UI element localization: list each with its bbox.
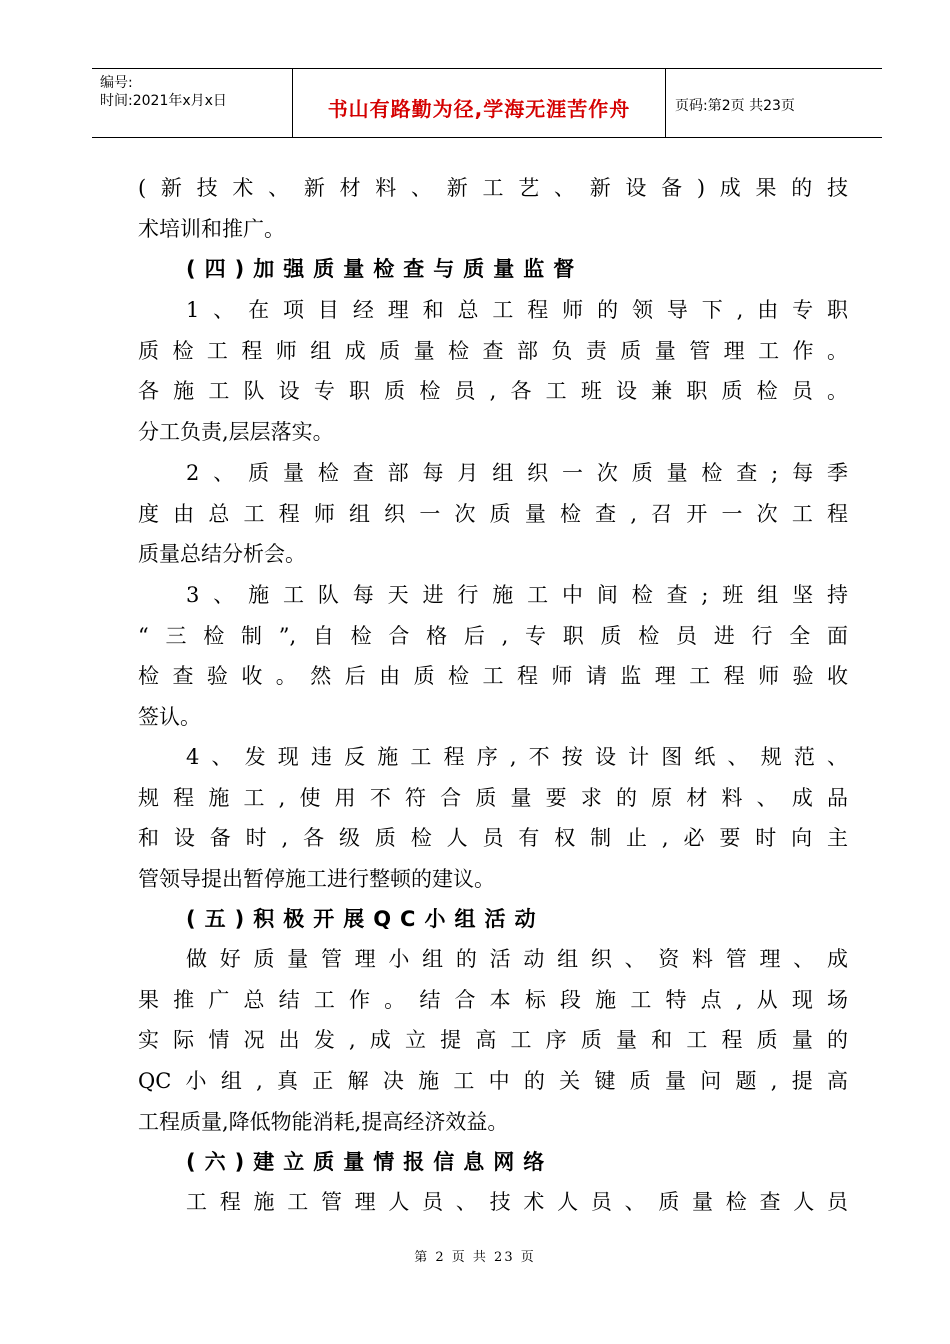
document-number-label: 编号:	[100, 75, 133, 91]
section-4-paragraph-2	[138, 453, 848, 575]
header-page-cell	[665, 69, 882, 137]
text-line: 工程质量,降低物能消耗,提高经济效益。	[138, 1109, 509, 1134]
text-line: 分工负责,层层落实。	[138, 420, 334, 445]
text-line: 术培训和推广。	[138, 216, 285, 241]
header-meta-cell	[92, 69, 292, 137]
text-line: 1、在项目经理和总工程师的领导下,由专职	[186, 298, 848, 322]
header-motto: 书山有路勤为径,学海无涯苦作舟	[327, 97, 631, 121]
text-line: “三检制”,自检合格后,专职质检员进行全面	[138, 623, 848, 648]
text-line: 和设备时,各级质检人员有权制止,必要时向主	[138, 826, 848, 851]
section-5-paragraph-1	[138, 939, 848, 1142]
text-line: 质量总结分析会。	[138, 542, 306, 567]
text-line: 检查验收。然后由质检工程师请监理工程师验收	[138, 664, 848, 689]
header-motto-cell	[292, 69, 666, 137]
text-line: 度由总工程师组织一次质量检查,召开一次工程	[138, 501, 848, 526]
page-header	[92, 68, 882, 138]
text-line: 4、发现违反施工程序,不按设计图纸、规范、	[186, 745, 848, 769]
text-line: 2、质量检查部每月组织一次质量检查;每季	[186, 461, 848, 485]
text-line: 签认。	[138, 705, 201, 730]
document-time-label: 时间:2021年x月x日	[100, 93, 227, 109]
text-line: 管领导提出暂停施工进行整顿的建议。	[138, 867, 495, 892]
text-line: 各施工队设专职质检员,各工班设兼职质检员。	[138, 379, 848, 404]
text-line: 实际情况出发,成立提高工序质量和工程质量的	[138, 1028, 848, 1053]
text-line: 做好质量管理小组的活动组织、资料管理、成	[186, 947, 848, 971]
text-line: 3、施工队每天进行施工中间检查;班组坚持	[186, 583, 848, 607]
section-4-paragraph-4	[138, 737, 848, 900]
page-footer: 第 2 页 共 23 页	[414, 1250, 536, 1265]
section-4-paragraph-3	[138, 575, 848, 738]
section-5-heading: (五)积极开展QC小组活动	[186, 907, 545, 931]
section-6-paragraph-1	[138, 1182, 848, 1223]
text-line: 规程施工,使用不符合质量要求的原材料、成品	[138, 785, 848, 810]
text-line: QC小组,真正解决施工中的关键质量问题,提高	[138, 1069, 848, 1094]
section-4-heading: (四)加强质量检查与质量监督	[186, 257, 584, 281]
text-line: (新技术、新材料、新工艺、新设备)成果的技	[138, 176, 848, 200]
intro-paragraph	[138, 168, 848, 249]
text-line: 果推广总结工作。结合本标段施工特点,从现场	[138, 987, 848, 1012]
section-4-paragraph-1	[138, 290, 848, 453]
header-page-ref: 页码:第2页 共23页	[675, 98, 795, 114]
text-line: 质检工程师组成质量检查部负责质量管理工作。	[138, 338, 848, 363]
text-line: 工程施工管理人员、技术人员、质量检查人员	[186, 1190, 848, 1214]
section-6-heading: (六)建立质量情报信息网络	[186, 1150, 554, 1174]
